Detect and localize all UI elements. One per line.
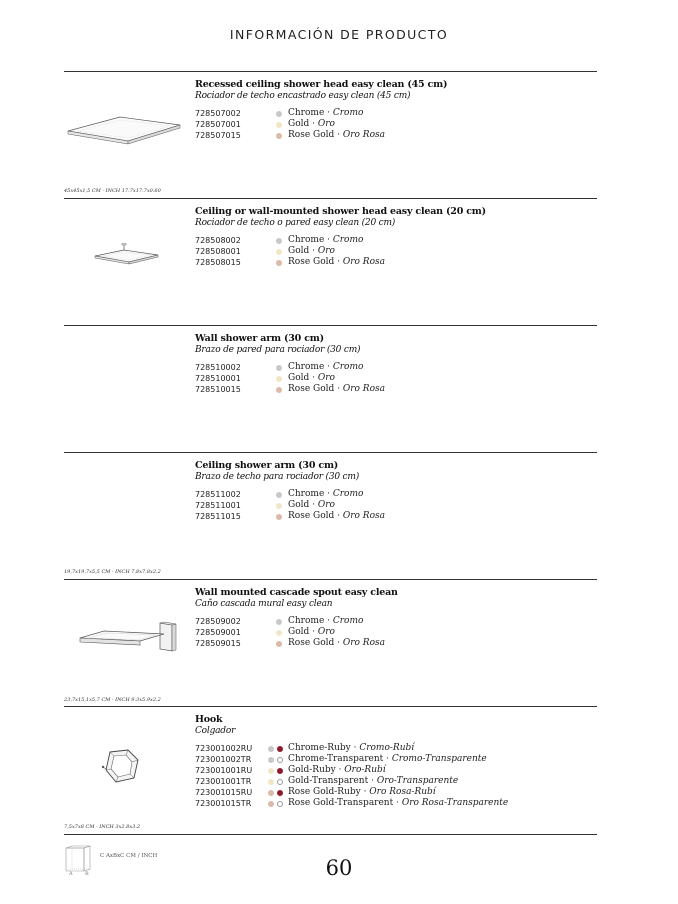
finish-label-es: Oro Rosa bbox=[342, 638, 385, 648]
finish-label bbox=[288, 500, 335, 510]
product-code: 728508001 bbox=[195, 247, 241, 256]
finish-label-en: Gold · bbox=[288, 627, 318, 637]
finish-label-en: Gold · bbox=[288, 500, 318, 510]
finish-swatch-icon bbox=[277, 768, 283, 774]
finish-swatch-icon bbox=[276, 503, 282, 509]
finish-label-en: Rose Gold · bbox=[288, 638, 343, 648]
cascade-spout-illustration bbox=[76, 619, 186, 659]
finish-swatch-icon bbox=[276, 514, 282, 520]
finish-swatch-icon bbox=[277, 790, 283, 796]
hook-illustration bbox=[100, 746, 144, 790]
finish-label-es: Cromo-Rubí bbox=[359, 743, 415, 753]
product-code: 728510015 bbox=[195, 385, 241, 394]
finish-swatch-icon bbox=[276, 260, 282, 266]
finish-swatch-icon bbox=[268, 757, 274, 763]
product-code: 728508002 bbox=[195, 236, 241, 245]
finish-label-en: Rose Gold · bbox=[288, 130, 343, 140]
finish-label-en: Chrome-Transparent · bbox=[288, 754, 392, 764]
finish-label-es: Oro bbox=[317, 246, 335, 256]
product-title: Hook bbox=[195, 714, 223, 725]
finish-label bbox=[288, 798, 508, 808]
finish-label-es: Oro-Rubí bbox=[344, 765, 386, 775]
finish-label-en: Chrome · bbox=[288, 108, 333, 118]
finish-label-es: Oro bbox=[317, 119, 335, 129]
finish-label bbox=[288, 776, 458, 786]
finish-swatch-icon bbox=[276, 630, 282, 636]
finish-label-en: Gold · bbox=[288, 246, 318, 256]
section-divider bbox=[64, 71, 597, 72]
product-dimensions: 19,7x19,7x5,5 CM · INCH 7.8x7.8x2.2 bbox=[64, 569, 161, 575]
product-code: 723001002RU bbox=[195, 744, 253, 753]
finish-label-es: Oro Rosa bbox=[342, 257, 385, 267]
legend-label-b: B bbox=[85, 871, 89, 877]
finish-label-en: Chrome · bbox=[288, 362, 333, 372]
finish-label-es: Oro Rosa bbox=[342, 384, 385, 394]
finish-swatch-icon bbox=[276, 619, 282, 625]
finish-label-es: Oro Rosa-Rubí bbox=[369, 787, 436, 797]
finish-swatch-icon bbox=[276, 387, 282, 393]
finish-label-es: Oro Rosa bbox=[342, 130, 385, 140]
product-section bbox=[64, 198, 597, 326]
square-shower-head-illustration bbox=[92, 243, 162, 268]
finish-label-en: Rose Gold · bbox=[288, 384, 343, 394]
finish-label-es: Oro Rosa-Transparente bbox=[401, 798, 509, 808]
product-subtitle: Caño cascada mural easy clean bbox=[195, 599, 333, 609]
product-subtitle: Colgador bbox=[195, 726, 236, 736]
product-code: 728509001 bbox=[195, 628, 241, 637]
finish-label-es: Cromo bbox=[332, 489, 364, 499]
finish-label bbox=[288, 384, 385, 394]
finish-label bbox=[288, 246, 335, 256]
finish-label bbox=[288, 119, 335, 129]
finish-swatch-icon bbox=[268, 746, 274, 752]
finish-swatch-icon bbox=[276, 133, 282, 139]
finish-swatch-icon bbox=[276, 249, 282, 255]
product-section bbox=[64, 579, 597, 707]
product-title: Ceiling shower arm (30 cm) bbox=[195, 460, 339, 471]
finish-swatch-icon bbox=[276, 376, 282, 382]
finish-swatch-icon bbox=[276, 238, 282, 244]
finish-label bbox=[288, 765, 386, 775]
legend-label-a: A bbox=[69, 871, 73, 877]
finish-label-en: Chrome · bbox=[288, 235, 333, 245]
finish-swatch-icon bbox=[277, 757, 283, 763]
product-dimensions: 23,7x15,1x5,7 CM · INCH 9.3x5.9x2.2 bbox=[64, 697, 161, 703]
finish-label bbox=[288, 743, 414, 753]
section-divider bbox=[64, 579, 597, 580]
product-section bbox=[64, 706, 597, 836]
finish-swatch-icon bbox=[276, 641, 282, 647]
finish-label-es: Cromo bbox=[332, 616, 364, 626]
product-code: 728507001 bbox=[195, 120, 241, 129]
product-code: 723001001TR bbox=[195, 777, 252, 786]
product-title: Ceiling or wall-mounted shower head easy clean (20 cm) bbox=[195, 206, 486, 217]
finish-label bbox=[288, 627, 335, 637]
product-dimensions: 7,5x7x8 CM · INCH 3x2.8x3.2 bbox=[64, 824, 141, 830]
finish-label-es: Cromo bbox=[332, 235, 364, 245]
footer-divider bbox=[64, 834, 597, 835]
finish-label-en: Rose Gold-Ruby · bbox=[288, 787, 370, 797]
finish-swatch-icon bbox=[276, 122, 282, 128]
product-code: 728507002 bbox=[195, 109, 241, 118]
product-code: 728507015 bbox=[195, 131, 241, 140]
product-code: 723001002TR bbox=[195, 755, 252, 764]
product-title: Wall mounted cascade spout easy clean bbox=[195, 587, 398, 598]
finish-label-en: Rose Gold · bbox=[288, 511, 343, 521]
finish-label-en: Gold · bbox=[288, 119, 318, 129]
product-code: 723001015RU bbox=[195, 788, 253, 797]
product-subtitle: Rociador de techo encastrado easy clean (45 cm) bbox=[195, 91, 411, 101]
finish-label bbox=[288, 257, 385, 267]
finish-label-es: Oro-Transparente bbox=[376, 776, 459, 786]
section-divider bbox=[64, 325, 597, 326]
product-code: 728509015 bbox=[195, 639, 241, 648]
product-code: 723001015TR bbox=[195, 799, 252, 808]
finish-label bbox=[288, 373, 335, 383]
finish-label bbox=[288, 511, 385, 521]
finish-label-en: Rose Gold-Transparent · bbox=[288, 798, 402, 808]
finish-label bbox=[288, 362, 363, 372]
finish-label bbox=[288, 235, 363, 245]
finish-label-en: Chrome · bbox=[288, 616, 333, 626]
product-subtitle: Brazo de pared para rociador (30 cm) bbox=[195, 345, 361, 355]
finish-swatch-icon bbox=[277, 779, 283, 785]
recessed-shower-head-illustration bbox=[64, 111, 184, 146]
legend-text: C AxBxC CM / INCH bbox=[100, 853, 158, 859]
finish-swatch-icon bbox=[268, 768, 274, 774]
finish-swatch-icon bbox=[268, 790, 274, 796]
finish-label-en: Gold-Ruby · bbox=[288, 765, 345, 775]
page-number: 60 bbox=[325, 856, 353, 880]
product-code: 728510001 bbox=[195, 374, 241, 383]
product-title: Wall shower arm (30 cm) bbox=[195, 333, 324, 344]
product-subtitle: Brazo de techo para rociador (30 cm) bbox=[195, 472, 360, 482]
finish-label-es: Cromo bbox=[332, 108, 364, 118]
finish-label bbox=[288, 489, 363, 499]
product-code: 728511001 bbox=[195, 501, 241, 510]
section-divider bbox=[64, 706, 597, 707]
finish-label-en: Chrome-Ruby · bbox=[288, 743, 360, 753]
finish-label-en: Gold-Transparent · bbox=[288, 776, 377, 786]
finish-swatch-icon bbox=[268, 801, 274, 807]
finish-label-en: Chrome · bbox=[288, 489, 333, 499]
product-dimensions: 45x45x1,5 CM · INCH 17.7x17.7x0.60 bbox=[64, 188, 161, 194]
finish-swatch-icon bbox=[276, 492, 282, 498]
section-divider bbox=[64, 452, 597, 453]
finish-label-es: Oro bbox=[317, 373, 335, 383]
finish-swatch-icon bbox=[277, 801, 283, 807]
finish-label bbox=[288, 638, 385, 648]
product-code: 728508015 bbox=[195, 258, 241, 267]
finish-swatch-icon bbox=[268, 779, 274, 785]
finish-label-es: Oro bbox=[317, 500, 335, 510]
finish-label-en: Rose Gold · bbox=[288, 257, 343, 267]
page-header: INFORMACIÓN DE PRODUCTO bbox=[229, 27, 449, 42]
finish-swatch-icon bbox=[277, 746, 283, 752]
product-code: 723001001RU bbox=[195, 766, 253, 775]
finish-label-en: Gold · bbox=[288, 373, 318, 383]
finish-label-es: Cromo bbox=[332, 362, 364, 372]
finish-label-es: Oro bbox=[317, 627, 335, 637]
product-subtitle: Rociador de techo o pared easy clean (20 cm) bbox=[195, 218, 396, 228]
section-divider bbox=[64, 198, 597, 199]
product-title: Recessed ceiling shower head easy clean (45 cm) bbox=[195, 79, 448, 90]
finish-label-es: Oro Rosa bbox=[342, 511, 385, 521]
product-code: 728509002 bbox=[195, 617, 241, 626]
finish-label-es: Cromo-Transparente bbox=[391, 754, 487, 764]
product-section bbox=[64, 452, 597, 580]
finish-label bbox=[288, 616, 363, 626]
product-section bbox=[64, 325, 597, 453]
finish-swatch-icon bbox=[276, 365, 282, 371]
product-section bbox=[64, 71, 597, 199]
finish-swatch-icon bbox=[276, 111, 282, 117]
product-code: 728510002 bbox=[195, 363, 241, 372]
finish-label bbox=[288, 130, 385, 140]
finish-label bbox=[288, 754, 487, 764]
finish-label bbox=[288, 787, 436, 797]
product-code: 728511015 bbox=[195, 512, 241, 521]
product-code: 728511002 bbox=[195, 490, 241, 499]
finish-label bbox=[288, 108, 363, 118]
